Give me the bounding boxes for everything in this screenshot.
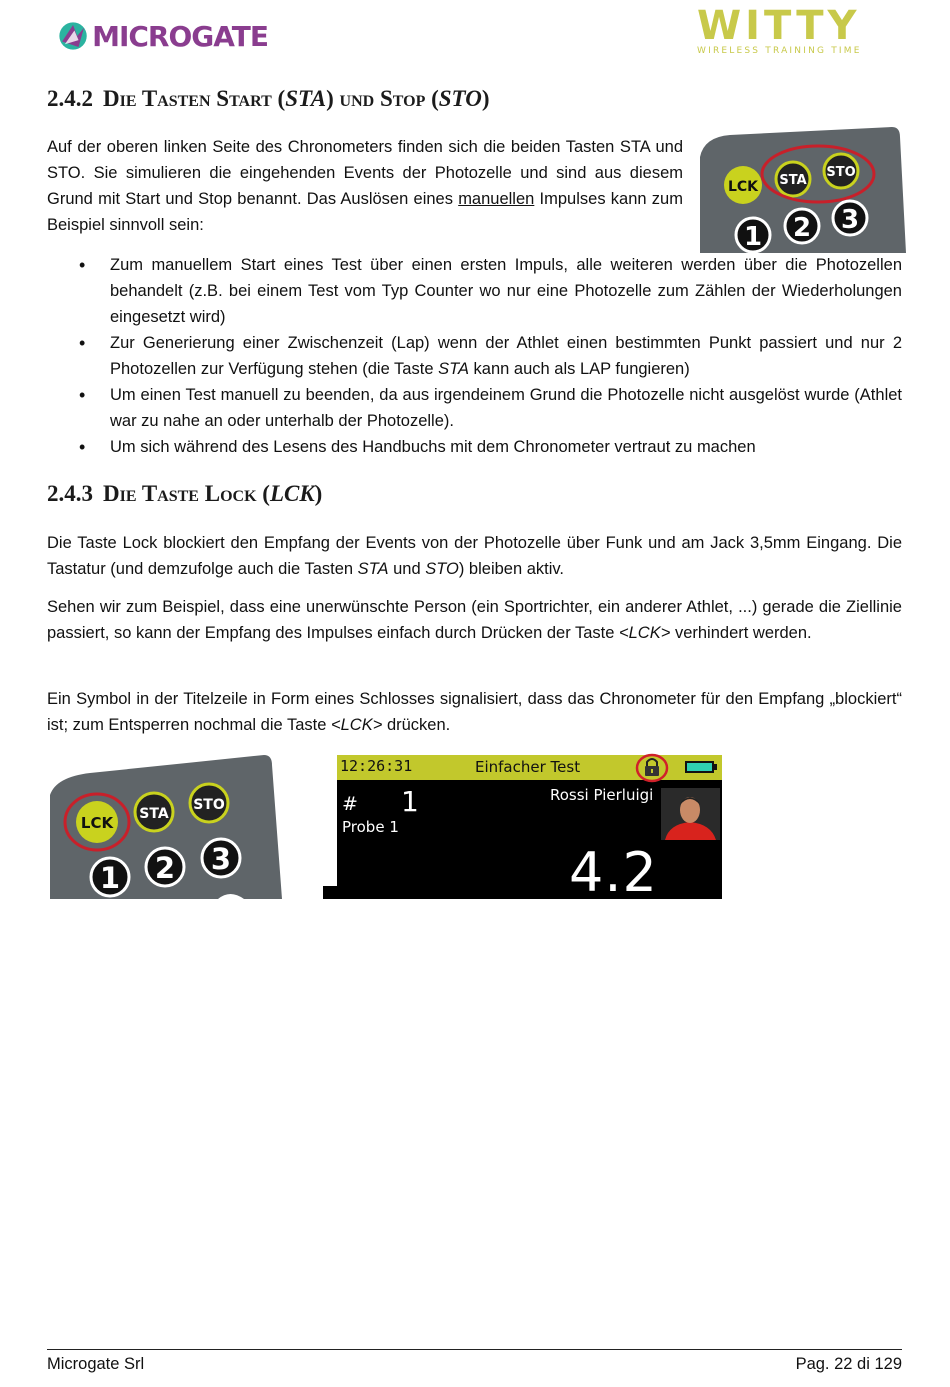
em-text: STO — [425, 560, 459, 578]
list-item: • Zum manuellem Start eines Test über einen ersten Impuls, alle weiteren werden über die Photozellen behandelt (z.B. bei einem Test vom Typ Counter wo nur eine Photozelle zum Zählen der Wiederholungen eingesetzt wird) — [47, 252, 902, 330]
display-value: 4.2 — [569, 841, 658, 904]
sto-key-label: STO — [826, 165, 856, 180]
key-3-label: 3 — [210, 842, 232, 876]
em-text: <LCK> — [619, 624, 671, 642]
em-text: STA — [357, 560, 389, 578]
text-run: ) bleiben aktiv. — [458, 560, 565, 578]
sta-key-label: STA — [779, 173, 807, 188]
list-item — [47, 330, 902, 382]
keypad-image-sta-sto — [700, 127, 908, 253]
heading-text: ) und Stop ( — [326, 86, 439, 111]
lock-icon — [635, 753, 669, 783]
paragraph-lock-3 — [47, 686, 902, 738]
section-heading-242 — [47, 86, 489, 112]
text-run: Ein Symbol in der Titelzeile in Form eines Schlosses signalisiert, dass das Chronometer für den Empfang „blockiert“ ist; zum Entsperren nochmal die Taste — [47, 690, 902, 734]
section-number: 2.4.2 — [47, 86, 93, 111]
intro-paragraph — [47, 134, 683, 238]
microgate-logo — [58, 12, 268, 60]
key-3-label: 3 — [840, 205, 860, 235]
witty-logo — [697, 3, 912, 56]
heading-em: STO — [438, 86, 482, 111]
witty-tagline: WIRELESS TRAINING TIME — [697, 46, 862, 56]
key-2-label: 2 — [792, 213, 812, 243]
paragraph-lock-1 — [47, 530, 902, 582]
heading-text: Die Tasten Start ( — [103, 86, 286, 111]
em-text: STA — [438, 360, 469, 378]
sta-key-label: STA — [139, 806, 169, 822]
microgate-mark-icon — [58, 14, 88, 58]
key-1-label: 1 — [99, 861, 121, 895]
text-run: Auf der oberen linken Seite des Chronometers finden sich die beiden Tasten STA und STO. Sie simulieren die eingehenden Events der Photozelle und sind aus diesem Grund mit Start und Stop benannt. Das Auslösen eines — [47, 138, 683, 208]
athlete-name: Rossi Pierluigi — [550, 786, 654, 804]
display-time: 12:26:31 — [340, 757, 413, 775]
underlined-text: manuellen — [458, 190, 535, 208]
microgate-wordmark: MICROGATE — [92, 19, 268, 53]
heading-em: STA — [285, 86, 327, 111]
text-run: Impulses kann zum Beispiel sinnvoll sein: — [47, 190, 683, 234]
display-title: Einfacher Test — [475, 758, 581, 776]
footer-divider — [47, 1349, 902, 1350]
key-2-label: 2 — [154, 851, 176, 885]
list-item: • Um sich während des Lesens des Handbuchs mit dem Chronometer vertraut zu machen — [47, 434, 902, 460]
lck-key-label: LCK — [727, 179, 759, 195]
heading-text: Die Taste Lock ( — [103, 481, 270, 506]
section-heading-243 — [47, 481, 322, 507]
text-run: verhindert werden. — [670, 624, 812, 642]
heading-em: LCK — [269, 481, 315, 506]
chronometer-display — [337, 755, 722, 904]
athlete-number: 1 — [401, 785, 419, 818]
witty-wordmark: WITTY — [697, 3, 861, 49]
text-run: kann auch als LAP fungieren) — [468, 360, 690, 378]
battery-icon — [684, 760, 718, 774]
lck-key-label: LCK — [80, 814, 114, 832]
footer-page-number: Pag. 22 di 129 — [795, 1355, 902, 1373]
section-number: 2.4.3 — [47, 481, 93, 506]
probe-label: Probe 1 — [342, 818, 399, 836]
display-title-bar — [337, 755, 722, 780]
paragraph-lock-2 — [47, 594, 902, 646]
list-item: • Um einen Test manuell zu beenden, da aus irgendeinem Grund die Photozelle nicht ausgelöst wurde (Athlet war zu nahe an oder unterhalb der Photozelle). — [47, 382, 902, 434]
text-run: und — [388, 560, 426, 578]
footer-company: Microgate Srl — [47, 1355, 145, 1373]
text-run: Sehen wir zum Beispiel, dass eine unerwünschte Person (ein Sportrichter, ein anderer Athlet, ...) gerade die Ziellinie passiert, so kann der Empfang des Impulses einfach durch Drücken der Taste — [47, 598, 902, 642]
heading-text: ) — [314, 481, 323, 506]
bullet-list — [47, 252, 902, 460]
athlete-photo — [661, 788, 720, 840]
athlete-hash: # — [342, 793, 358, 815]
text-run: Die Taste Lock blockiert den Empfang der Events von der Photozelle über Funk und am Jack 3,5mm Eingang. Die Tastatur (und demzufolge auch die Tasten — [47, 534, 902, 578]
keypad-image-lck — [50, 755, 284, 899]
text-run: drücken. — [382, 716, 451, 734]
key-1-label: 1 — [743, 222, 763, 252]
em-text: <LCK> — [331, 716, 383, 734]
text-run: Zur Generierung einer Zwischenzeit (Lap) wenn der Athlet einen bestimmten Punkt passiert und nur 2 Photozellen zur Verfügung stehen (die Taste — [110, 334, 902, 378]
heading-text: ) — [481, 86, 490, 111]
sto-key-label: STO — [193, 797, 225, 813]
